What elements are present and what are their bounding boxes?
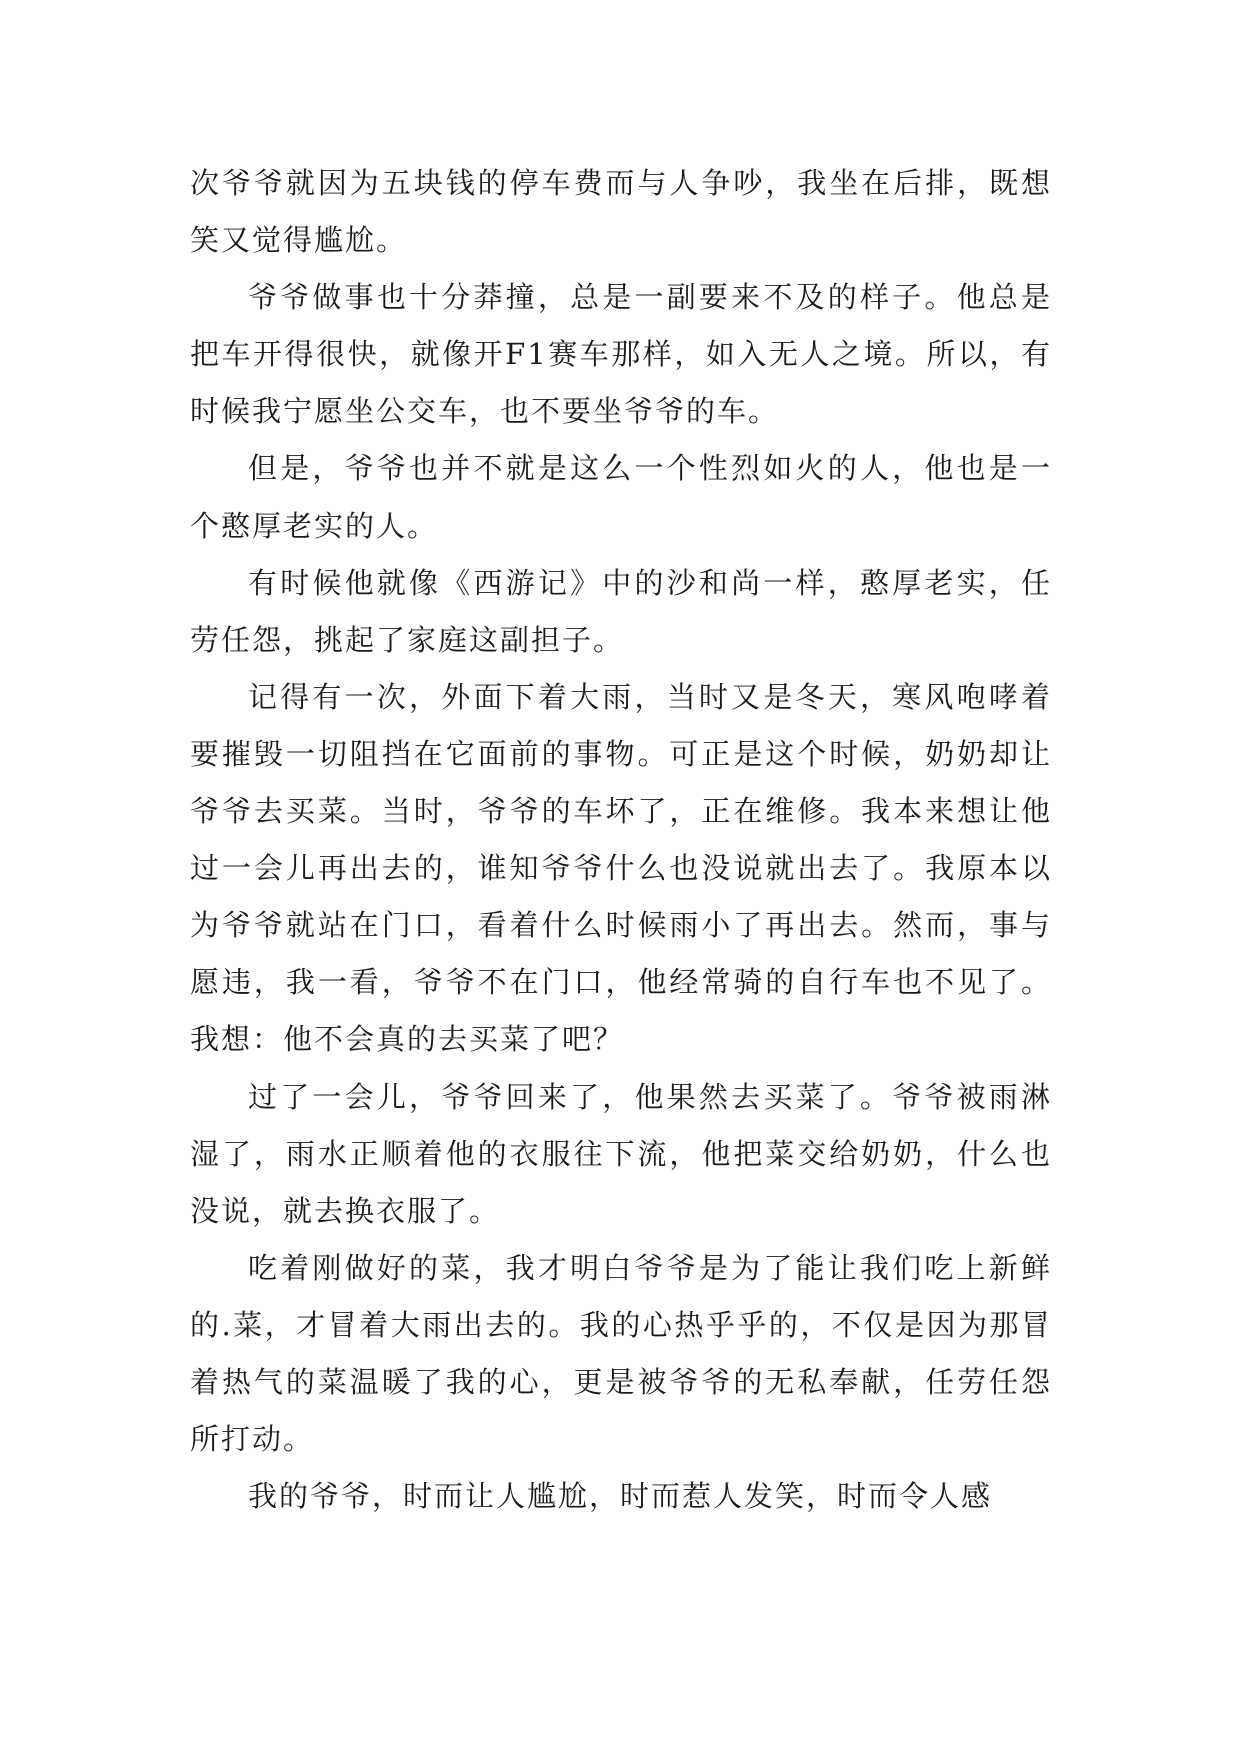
paragraph-8: 我的爷爷，时而让人尴尬，时而惹人发笑，时而令人感	[248, 1479, 993, 1514]
document-body	[190, 155, 1052, 1525]
paragraph-6: 过了一会儿，爷爷回来了，他果然去买菜了。爷爷被雨淋湿了，雨水正顺着他的衣服往下流，他把菜交给奶奶，什么也没说，就去换衣服了。	[190, 1079, 1052, 1228]
paragraph-2: 爷爷做事也十分莽撞，总是一副要来不及的样子。他总是把车开得很快，就像开F1赛车那样，如入无人之境。所以，有时候我宁愿坐公交车，也不要坐爷爷的车。	[190, 280, 1052, 429]
paragraph-1: 次爷爷就因为五块钱的停车费而与人争吵，我坐在后排，既想笑又觉得尴尬。	[190, 166, 1052, 258]
paragraph-3: 但是，爷爷也并不就是这么一个性烈如火的人，他也是一个憨厚老实的人。	[190, 451, 1052, 543]
paragraph-7: 吃着刚做好的菜，我才明白爷爷是为了能让我们吃上新鲜的.菜，才冒着大雨出去的。我的心热乎乎的，不仅是因为那冒着热气的菜温暖了我的心，更是被爷爷的无私奉献，任劳任怨所打动。	[190, 1250, 1052, 1457]
paragraph-4: 有时候他就像《西游记》中的沙和尚一样，憨厚老实，任劳任怨，挑起了家庭这副担子。	[190, 565, 1052, 657]
paragraph-5: 记得有一次，外面下着大雨，当时又是冬天，寒风咆哮着要摧毁一切阻挡在它面前的事物。可正是这个时候，奶奶却让爷爷去买菜。当时，爷爷的车坏了，正在维修。我本来想让他过一会儿再出去的，谁知爷爷什么也没说就出去了。我原本以为爷爷就站在门口，看着什么时候雨小了再出去。然而，事与愿违，我一看，爷爷不在门口，他经常骑的自行车也不见了。我想：他不会真的去买菜了吧？	[190, 679, 1052, 1057]
